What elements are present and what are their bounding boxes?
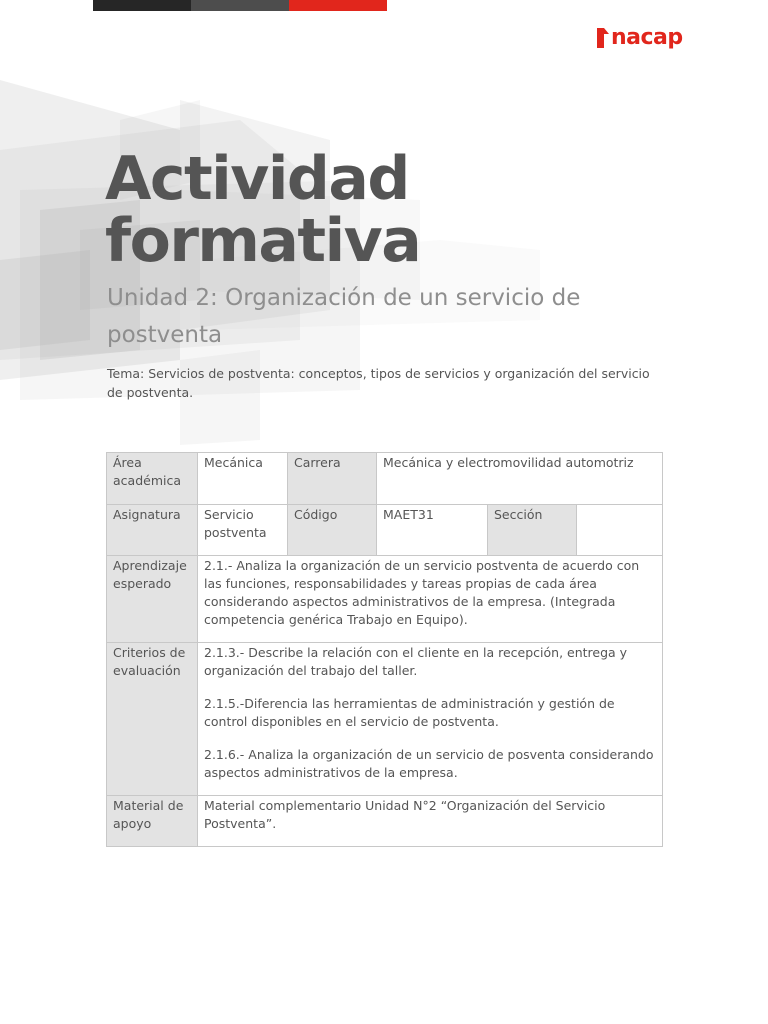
criterios-label: Criterios de evaluación — [107, 643, 198, 796]
carrera-value: Mecánica y electromovilidad automotriz — [377, 453, 663, 505]
unit-subtitle: Unidad 2: Organización de un servicio de postventa — [107, 285, 581, 348]
codigo-value: MAET31 — [377, 505, 488, 556]
header-bar-red-segment — [289, 0, 387, 11]
criterio-item: 2.1.5.-Diferencia las herramientas de administración y gestión de control disponibles en el servicio de postventa. — [204, 696, 615, 729]
table-row-area — [107, 453, 663, 505]
header-bar-dark-segment — [93, 0, 191, 11]
criterios-value — [198, 643, 663, 796]
area-label: Área académica — [107, 453, 198, 505]
inacap-logo — [597, 24, 683, 52]
seccion-value — [577, 505, 663, 556]
header-color-bar — [93, 0, 387, 11]
carrera-label: Carrera — [288, 453, 377, 505]
area-value: Mecánica — [198, 453, 288, 505]
criterio-item: 2.1.6.- Analiza la organización de un servicio de posventa considerando aspectos administrativos de la empresa. — [204, 747, 654, 780]
table-row-criterios — [107, 643, 663, 796]
table-row-aprendizaje — [107, 556, 663, 643]
topic-text: Tema: Servicios de postventa: conceptos, tipos de servicios y organización del servicio de postventa. — [107, 366, 650, 400]
header-bar-gray-segment — [191, 0, 289, 11]
page-title — [105, 144, 421, 276]
title-line-2: formativa — [105, 206, 421, 276]
logo-text: nacap — [611, 25, 683, 50]
asignatura-label: Asignatura — [107, 505, 198, 556]
aprendizaje-value: 2.1.- Analiza la organización de un servicio postventa de acuerdo con las funciones, responsabilidades y tareas propias de cada área considerando aspectos administrativos de la empresa. (Integrada competencia genérica Trabajo en Equipo). — [198, 556, 663, 643]
material-label: Material de apoyo — [107, 796, 198, 847]
codigo-label: Código — [288, 505, 377, 556]
activity-info-table — [106, 452, 663, 847]
asignatura-value: Servicio postventa — [198, 505, 288, 556]
material-value: Material complementario Unidad N°2 “Organización del Servicio Postventa”. — [198, 796, 663, 847]
table-row-material — [107, 796, 663, 847]
seccion-label: Sección — [488, 505, 577, 556]
inacap-logo-mark-icon — [597, 28, 609, 48]
aprendizaje-label: Aprendizaje esperado — [107, 556, 198, 643]
criterio-item: 2.1.3.- Describe la relación con el cliente en la recepción, entrega y organización del trabajo del taller. — [204, 645, 628, 678]
table-row-asignatura — [107, 505, 663, 556]
title-line-1: Actividad — [105, 144, 409, 214]
